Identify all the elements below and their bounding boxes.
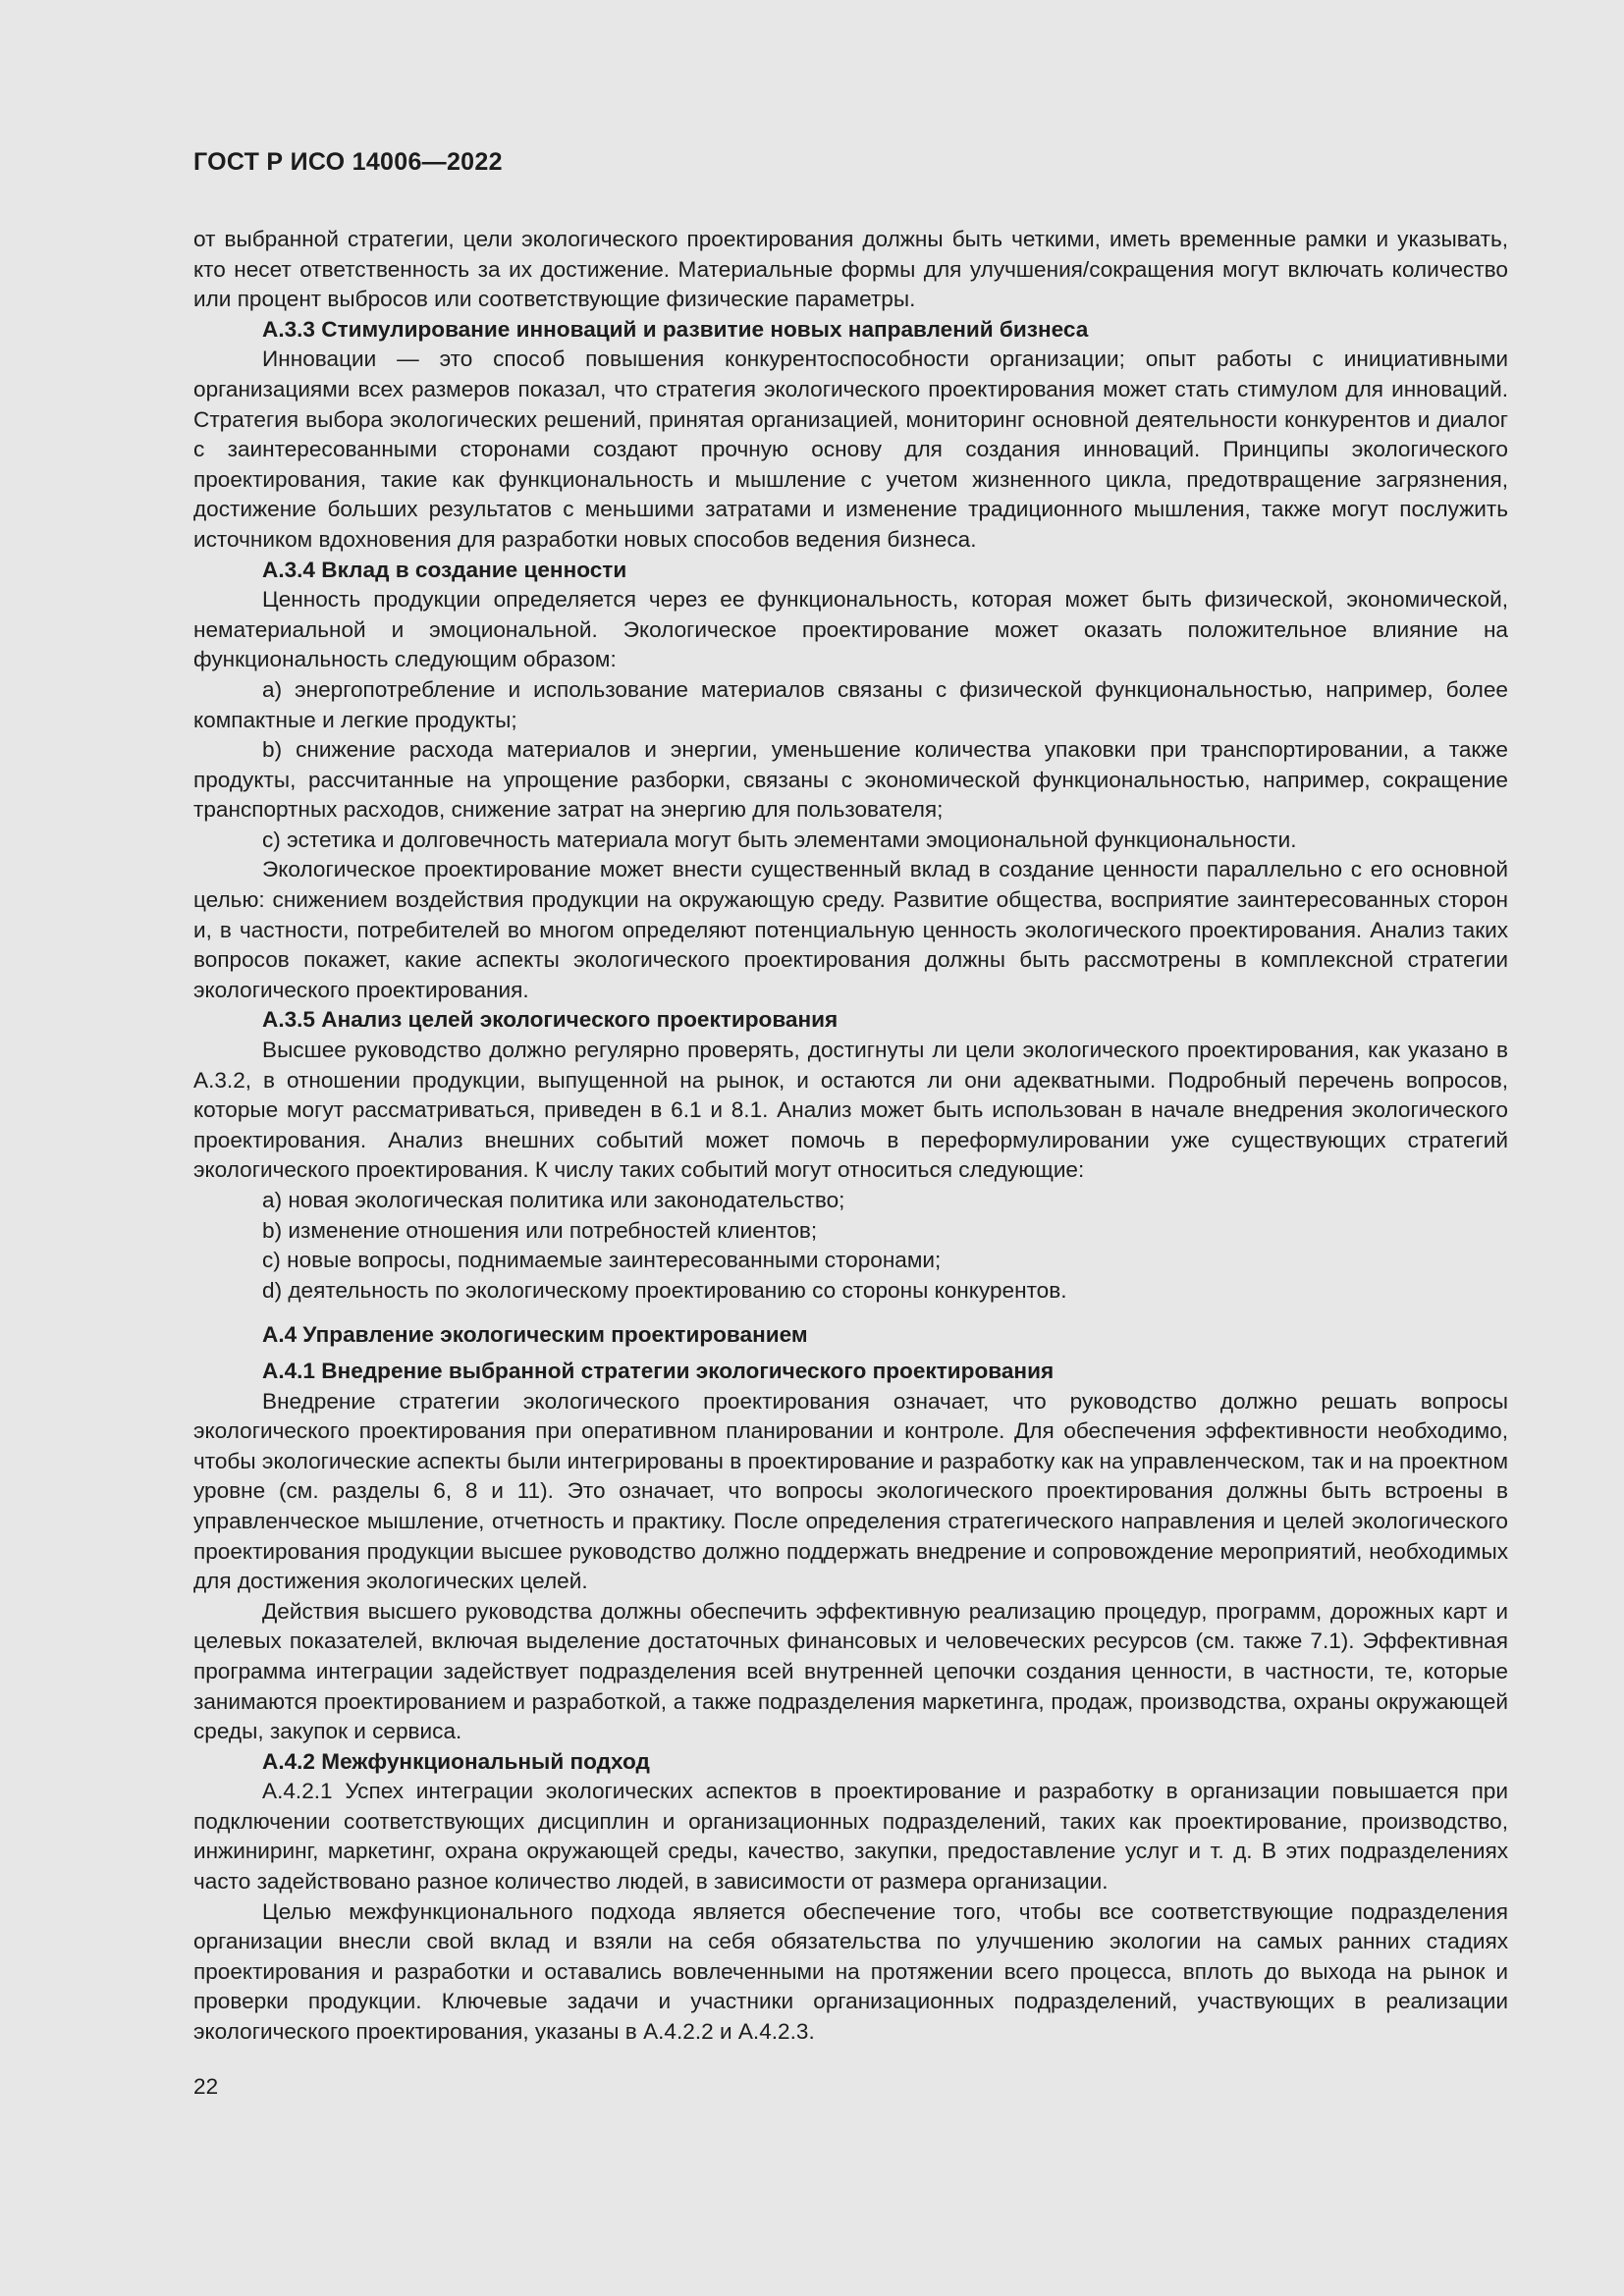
heading-a-4: А.4 Управление экологическим проектированием bbox=[262, 1322, 808, 1348]
list-item-a-3-5-d: d) деятельность по экологическому проектированию со стороны конкурентов. bbox=[262, 1277, 1067, 1303]
paragraph-a-4-2-1-goal: Целью межфункционального подхода является обеспечение того, чтобы все соответствующие подразделения организации внесли свой вклад и взяли на себя обязательства по улучшению экологии на самых ранних стадиях проектирования и разработки и оставались вовлеченными на протяжении всего процесса, вплоть до выхода на рынок и проверки продукции. Ключевые задачи и участники организационных подразделений, участвующих в реализации экологического проектирования, указаны в А.4.2.2 и А.4.2.3. bbox=[193, 1898, 1508, 2045]
paragraph-a-4-1: Внедрение стратегии экологического проектирования означает, что руководство должно решать вопросы экологического проектирования при оперативном планировании и контроле. Для обеспечения эффективности необходимо, чтобы экологические аспекты были интегрированы в проектирование и разработку как на управленческом, так и на проектном уровне (см. разделы 6, 8 и 11). Это означает, что вопросы экологического проектирования должны быть встроены в управленческое мышление, отчетность и практику. После определения стратегического направления и целей экологического проектирования продукции высшее руководство должно поддержать внедрение и сопровождение мероприятий, необходимых для достижения экологических целей. bbox=[193, 1388, 1508, 1594]
paragraph-a-3-4-value: Экологическое проектирование может внести существенный вклад в создание ценности параллельно с его основной целью: снижением воздействия продукции на окружающую среду. Развитие общества, восприятие заинтересованных сторон и, в частности, потребителей во многом определяют потенциальную ценность экологического проектирования. Анализ таких вопросов покажет, какие аспекты экологического проектирования должны быть рассмотрены в комплексной стратегии экологического проектирования. bbox=[193, 857, 1508, 1002]
list-item-a-3-4-a: a) энергопотребление и использование материалов связаны с физической функциональностью, например, более компактные и легкие продукты; bbox=[193, 676, 1508, 732]
paragraph-a-4-2-1: А.4.2.1 Успех интеграции экологических аспектов в проектирование и разработку в организации повышается при подключении соответствующих дисциплин и организационных подразделений, таких как проектирование, производство, инжиниринг, маркетинг, охрана окружающей среды, качество, закупки, предоставление услуг и т. д. В этих подразделениях часто задействовано разное количество людей, в зависимости от размера организации. bbox=[193, 1779, 1508, 1895]
list-item-a-3-5-b: b) изменение отношения или потребностей клиентов; bbox=[262, 1217, 818, 1243]
paragraph-a-3-3: Инновации — это способ повышения конкурентоспособности организации; опыт работы с инициативными организациями всех размеров показал, что стратегия экологического проектирования может стать стимулом для инноваций. Стратегия выбора экологических решений, принятая организацией, мониторинг основной деятельности конкурентов и диалог с заинтересованными сторонами создают прочную основу для создания инноваций. Принципы экологического проектирования, такие как функциональность и мышление с учетом жизненного цикла, предотвращение загрязнения, достижение больших результатов с меньшими затратами и изменение традиционного мышления, также могут послужить источником вдохновения для разработки новых способов ведения бизнеса. bbox=[193, 347, 1508, 552]
paragraph-intro: от выбранной стратегии, цели экологического проектирования должны быть четкими, иметь временные рамки и указывать, кто несет ответственность за их достижение. Материальные формы для улучшения/сокращения могут включать количество или процент выбросов или соответствующие физические параметры. bbox=[193, 227, 1508, 312]
paragraph-a-3-4: Ценность продукции определяется через ее функциональность, которая может быть физической, экономической, нематериальной и эмоциональной. Экологическое проектирование может оказать положительное влияние на функциональность следующим образом: bbox=[193, 587, 1508, 672]
heading-a-4-2: А.4.2 Межфункциональный подход bbox=[262, 1748, 650, 1774]
paragraph-a-4-1-actions: Действия высшего руководства должны обеспечить эффективную реализацию процедур, программ, дорожных карт и целевых показателей, включая выделение достаточных финансовых и человеческих ресурсов (см. также 7.1). Эффективная программа интеграции задействует подразделения всей внутренней цепочки создания ценности, в частности, те, которые занимаются проектированием и разработкой, а также подразделения маркетинга, продаж, производства, охраны окружающей среды, закупок и сервиса. bbox=[193, 1598, 1508, 1744]
heading-a-4-1: А.4.1 Внедрение выбранной стратегии экологического проектирования bbox=[262, 1358, 1055, 1383]
list-item-a-3-4-c: c) эстетика и долговечность материала могут быть элементами эмоциональной функциональности. bbox=[262, 827, 1297, 852]
heading-a-3-5: А.3.5 Анализ целей экологического проектирования bbox=[262, 1007, 839, 1033]
list-item-a-3-5-a: a) новая экологическая политика или законодательство; bbox=[262, 1188, 845, 1212]
heading-a-3-3: А.3.3 Стимулирование инноваций и развитие новых направлений бизнеса bbox=[262, 316, 1089, 342]
paragraph-a-3-5: Высшее руководство должно регулярно проверять, достигнуты ли цели экологического проектирования, как указано в А.3.2, в отношении продукции, выпущенной на рынок, и остаются ли они адекватными. Подробный перечень вопросов, которые могут рассматриваться, приведен в 6.1 и 8.1. Анализ может быть использован в начале внедрения экологического проектирования. Анализ внешних событий может помочь в переформулировании уже существующих стратегий экологического проектирования. К числу таких событий могут относиться следующие: bbox=[193, 1038, 1508, 1183]
list-item-a-3-5-c: c) новые вопросы, поднимаемые заинтересованными сторонами; bbox=[262, 1248, 942, 1273]
page-header-title: ГОСТ Р ИСО 14006—2022 bbox=[193, 148, 503, 176]
list-item-a-3-4-b: b) снижение расхода материалов и энергии, уменьшение количества упаковки при транспортировании, а также продукты, рассчитанные на упрощение разборки, связаны с экономической функциональностью, например, сокращение транспортных расходов, снижение затрат на энергию для пользователя; bbox=[193, 737, 1508, 823]
page-number: 22 bbox=[193, 2074, 219, 2099]
document-body bbox=[193, 225, 1508, 2048]
heading-a-3-4: А.3.4 Вклад в создание ценности bbox=[262, 557, 627, 582]
